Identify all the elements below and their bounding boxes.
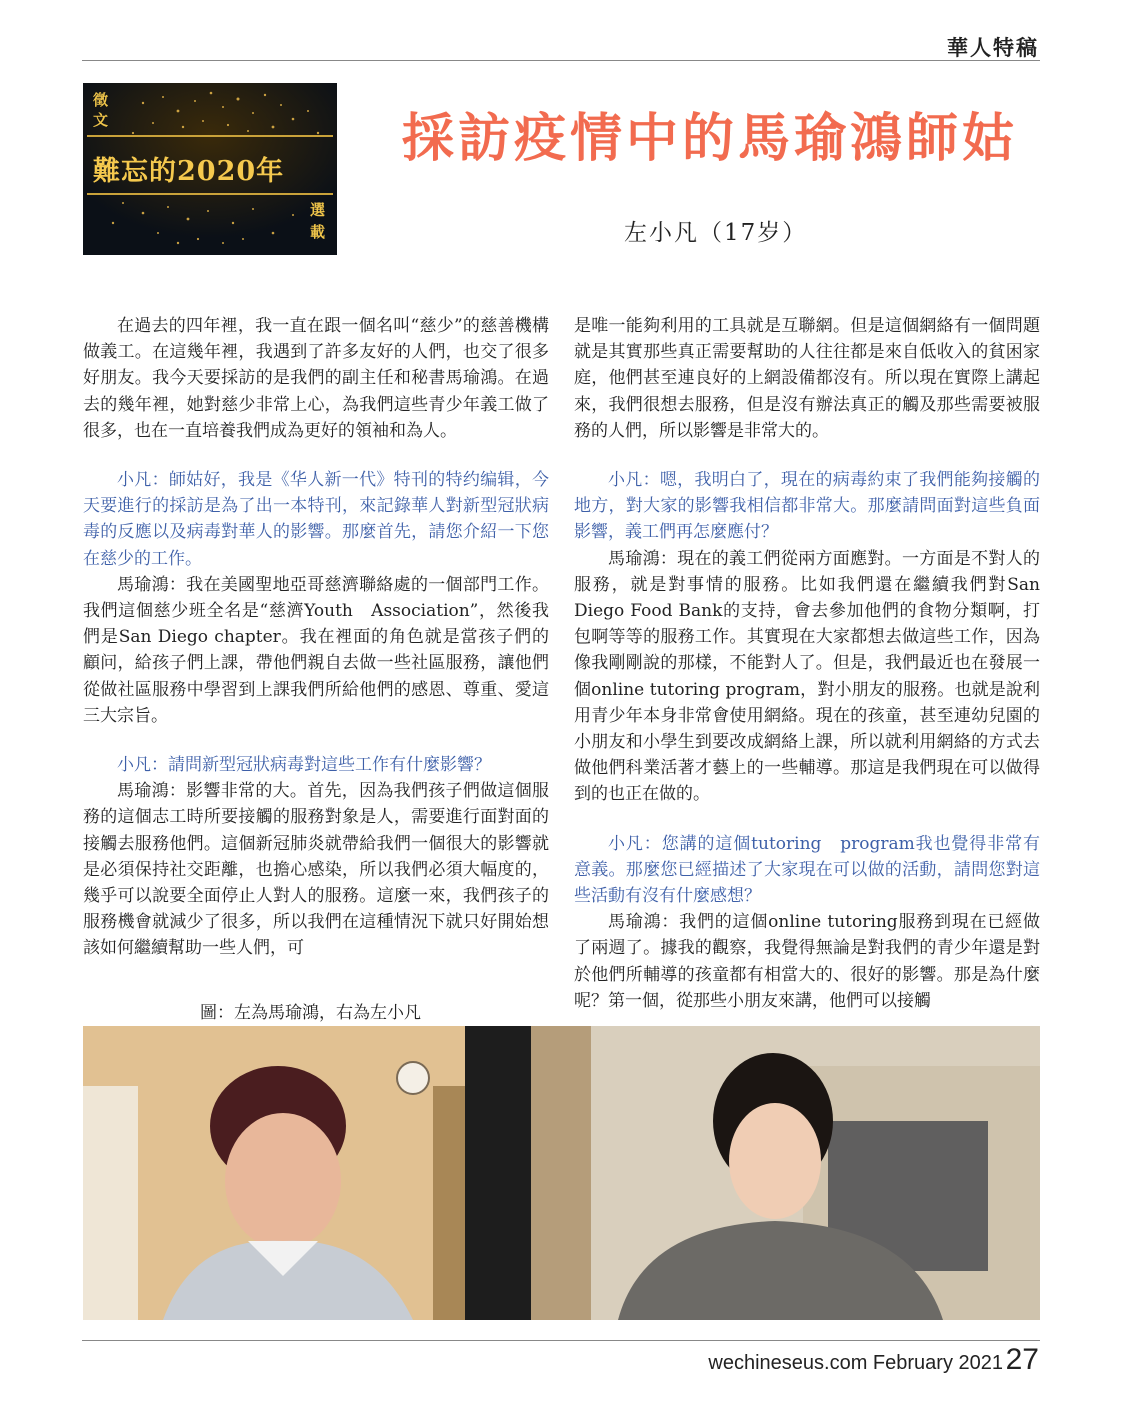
interviewer-question: 小凡：您講的這個tutoring program我也覺得非常有意義。那麼您已經描述了大家現在可以做的活動，請問您對這些活動有沒有什麼感想？	[574, 833, 1040, 907]
campaign-badge	[83, 83, 337, 255]
video-call-image	[83, 1026, 1040, 1320]
interviewer-question: 小凡：嗯，我明白了，現在的病毒約束了我們能夠接觸的地方，對大家的影響我相信都非常大。那麼請問面對這些負面影響，義工們再怎麼應付？	[574, 470, 1040, 543]
badge-rule-top	[87, 135, 333, 137]
article-title: 採訪疫情中的馬瑜鴻師姑	[402, 109, 1019, 169]
article-author: 左小凡（17岁）	[624, 220, 808, 246]
badge-title: 難忘的2020年	[93, 156, 285, 187]
footer-site-date: wechineseus.com February 2021	[708, 1352, 1003, 1374]
paragraph: 是唯一能夠利用的工具就是互聯網。但是這個網絡有一個問題就是其實那些真正需要幫助的人往往都是來自低收入的貧困家庭，他們甚至連良好的上網設備都沒有。所以現在實際上講起來，我們很想去服務，但是沒有辦法真正的觸及那些需要被服務的人們，所以影響是非常大的。	[574, 316, 1040, 441]
interviewer-question: 小凡：請問新型冠狀病毒對這些工作有什麼影響？	[117, 755, 491, 776]
interviewer-question: 小凡：師姑好，我是《华人新一代》特刊的特约编辑，今天要進行的採訪是為了出一本特刊，來記錄華人對新型冠狀病毒的反應以及病毒對華人的影響。那麼首先，請您介紹一下您在慈少的工作。	[83, 470, 549, 569]
paragraph: 在過去的四年裡，我一直在跟一個名叫“慈少”的慈善機構做義工。在這幾年裡，我遇到了許多友好的人們，也交了很多好朋友。我今天要採訪的是我們的副主任和秘書馬瑜鴻。在過去的幾年裡，她對慈少非常上心，為我們這些青少年義工做了很多，也在一直培養我們成為更好的領袖和為人。	[83, 316, 549, 441]
top-divider	[82, 60, 1040, 61]
badge-top-char-1: 徵	[93, 91, 109, 109]
column-left	[83, 313, 549, 962]
column-right	[574, 313, 1040, 1014]
photo-caption: 圖：左為馬瑜鴻，右為左小凡	[200, 1003, 421, 1023]
badge-top-char-2: 文	[93, 111, 109, 129]
badge-rule-bottom	[87, 193, 333, 195]
paragraph: 馬瑜鴻：影響非常的大。首先，因為我們孩子們做這個服務的這個志工時所要接觸的服務對象是人，需要進行面對面的接觸去服務他們。這個新冠肺炎就帶給我們一個很大的影響就是必須保持社交距離，也擔心感染，所以我們必須大幅度的，幾乎可以說要全面停止人對人的服務。這麼一來，我們孩子的服務機會就減少了很多，所以我們在這種情況下就只好開始想該如何繼續幫助一些人們，可	[83, 781, 549, 959]
badge-bottom-char-2: 載	[309, 223, 325, 241]
bottom-divider	[82, 1340, 1040, 1341]
interview-photo	[83, 1026, 1040, 1320]
paragraph: 馬瑜鴻：我們的這個online tutoring服務到現在已經做了兩週了。據我的觀察，我覺得無論是對我們的青少年還是對於他們所輔導的孩童都有相當大的、很好的影響。那是為什麼呢？第一個，從那些小朋友來講，他們可以接觸	[574, 912, 1040, 1011]
badge-bottom-char-1: 選	[309, 201, 325, 219]
page-number: 27	[1005, 1343, 1039, 1376]
paragraph: 馬瑜鴻：我在美國聖地亞哥慈濟聯絡處的一個部門工作。我們這個慈少班全名是“慈濟Youth Association”，然後我們是San Diego chapter。我在裡面的角色就是當孩子們的顧问，給孩子們上課，帶他們親自去做一些社區服務，讓他們從做社區服務中學習到上課我們所給他們的感恩、尊重、愛這三大宗旨。	[83, 574, 549, 726]
section-label: 華人特稿	[947, 35, 1039, 60]
paragraph: 馬瑜鴻：現在的義工們從兩方面應對。一方面是不對人的服務，就是對事情的服務。比如我們還在繼續我們對San Diego Food Bank的支持，會去參加他們的食物分類啊，打包啊等等的服務工作。其實現在大家都想去做這些工作，因為像我剛剛說的那樣，不能對人了。但是，我們最近也在發展一個online tutoring program，對小朋友的服務。也就是說利用青少年本身非常會使用網絡。現在的孩童，甚至連幼兒園的小朋友和小學生到要改成網絡上課，所以就利用網絡的方式去做他們科業活著才藝上的一些輔導。那這是我們現在可以做得到的也正在做的。	[574, 548, 1040, 805]
